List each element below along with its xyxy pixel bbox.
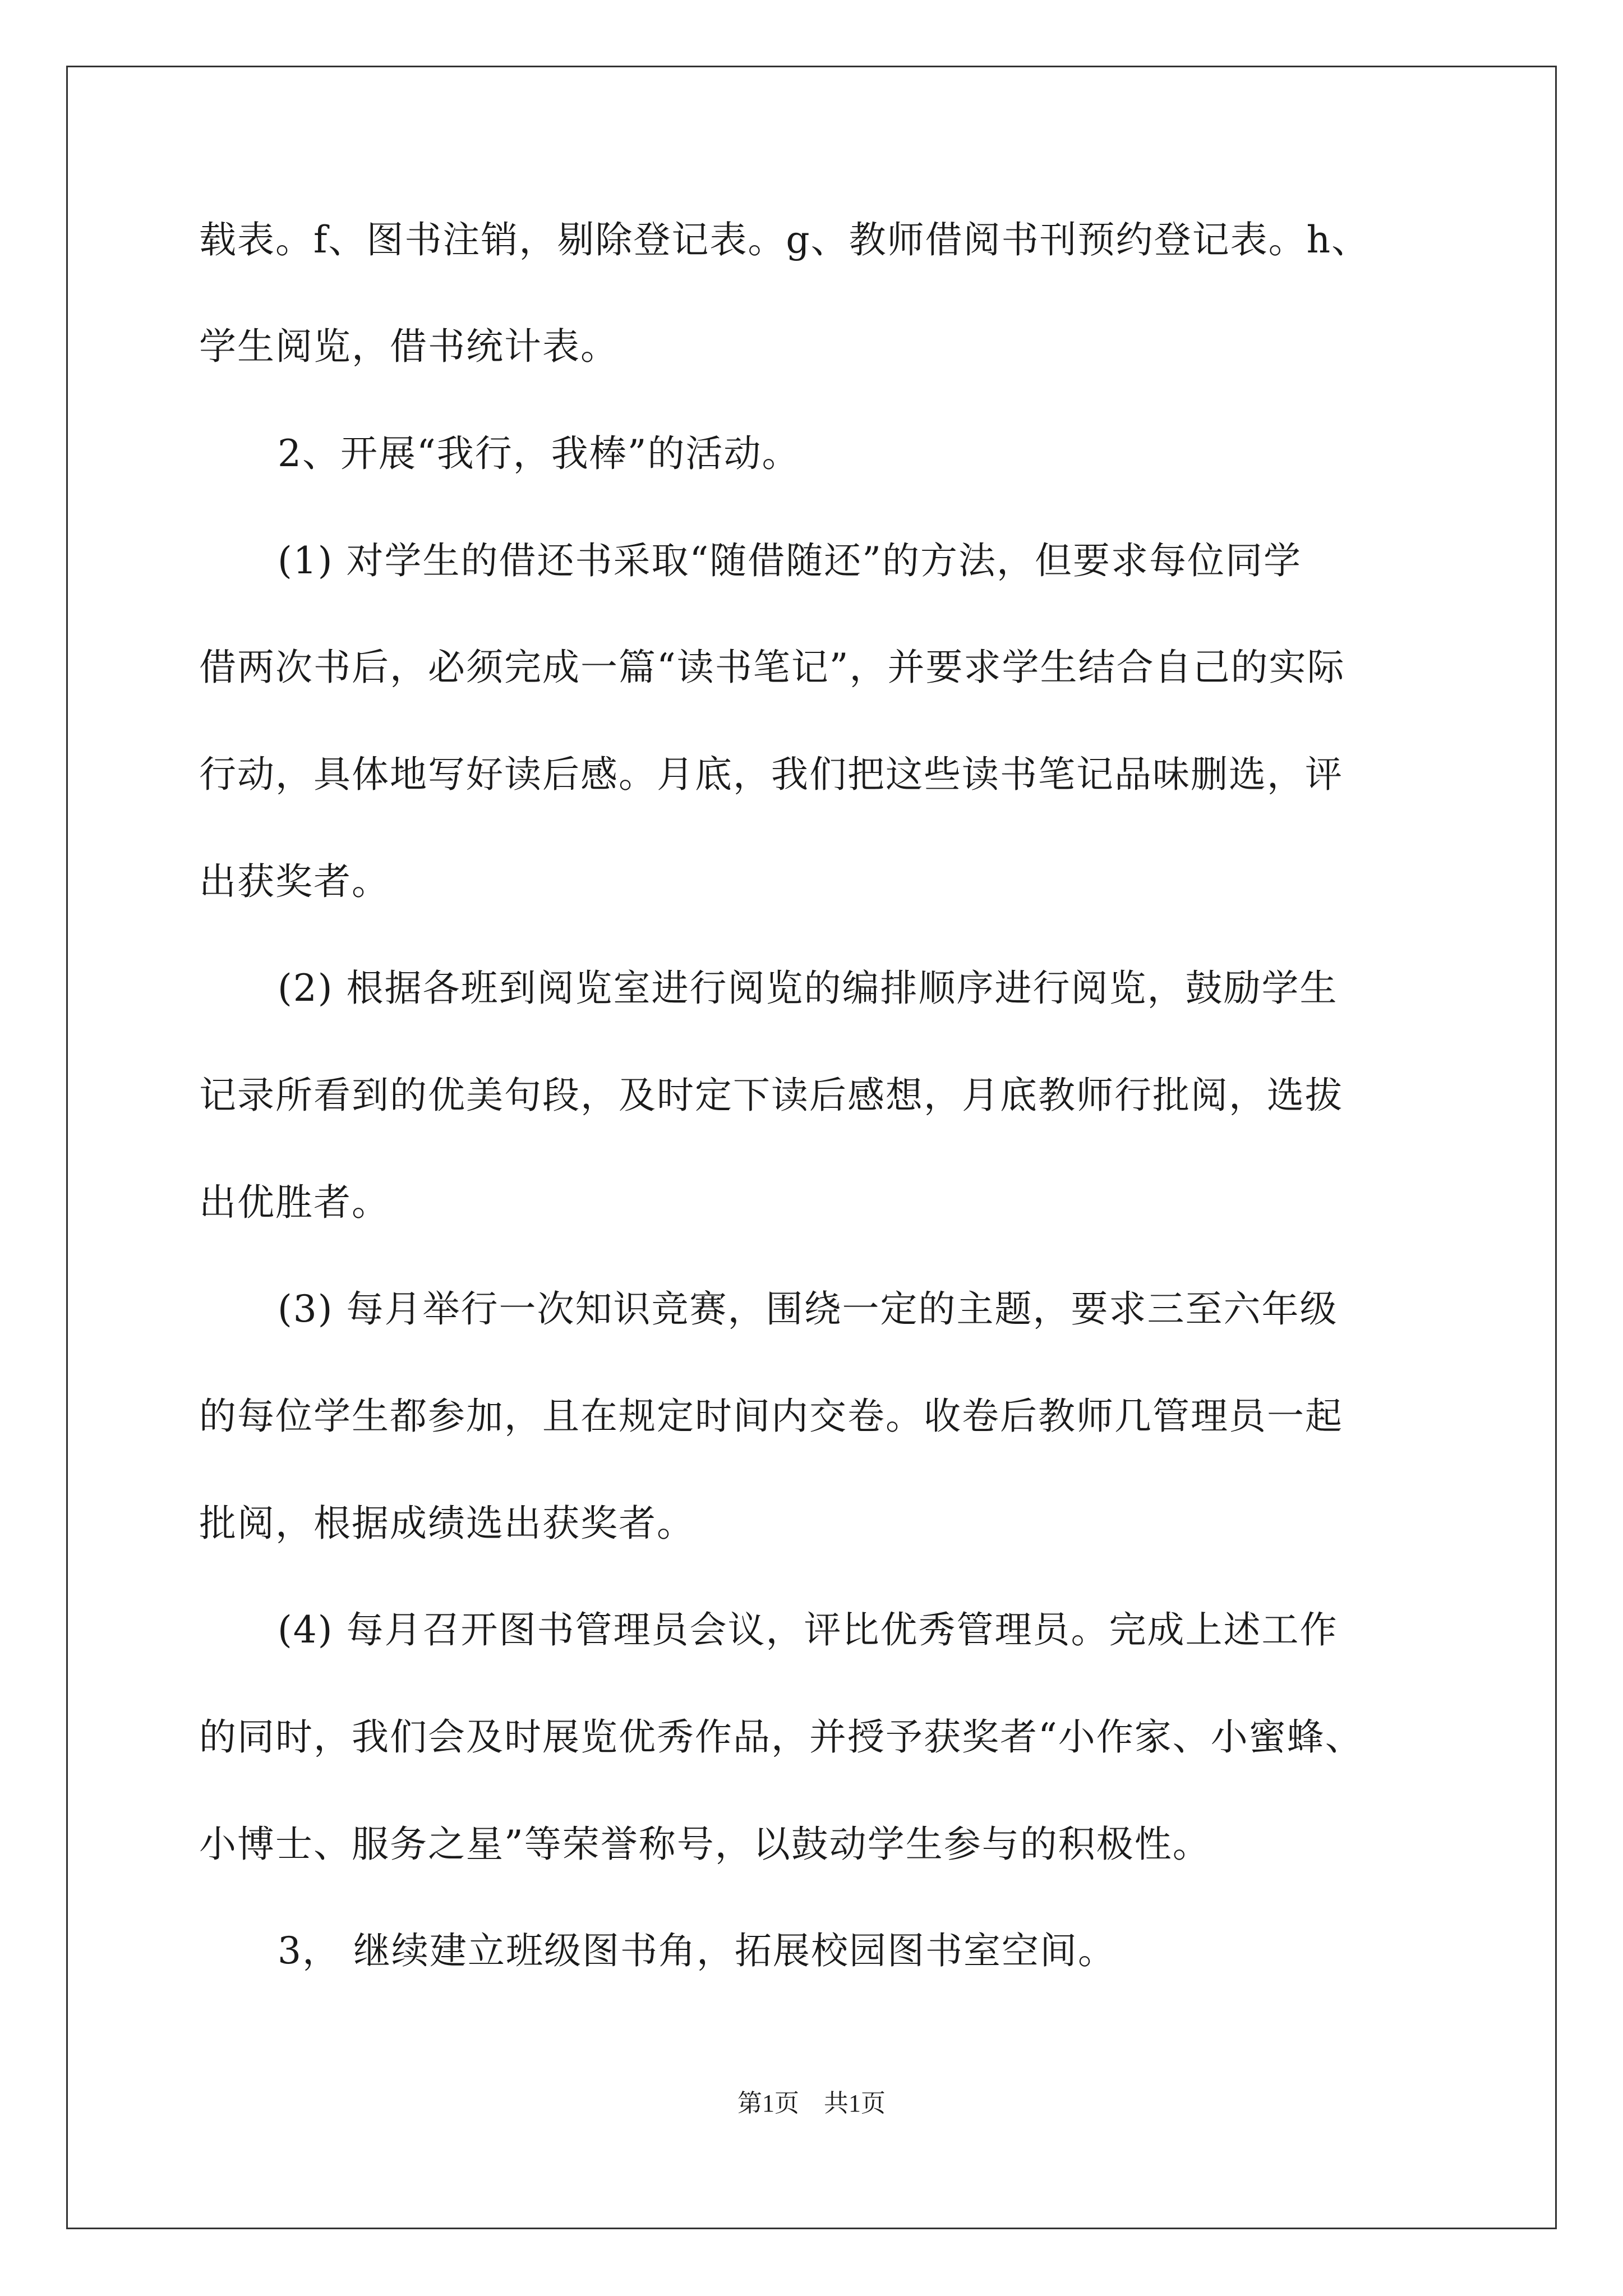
text-line: 行动，具体地写好读后感。月底，我们把这些读书笔记品味删选，评 xyxy=(199,753,1343,796)
text-line: 的同时，我们会及时展览优秀作品，并授予获奖者“小作家、小蜜蜂、 xyxy=(199,1715,1363,1759)
text-line: 记录所看到的优美句段，及时定下读后感想，月底教师行批阅，选拔 xyxy=(199,1074,1343,1117)
text-line: 的每位学生都参加，且在规定时间内交卷。收卷后教师几管理员一起 xyxy=(199,1395,1343,1438)
text-line: 学生阅览，借书统计表。 xyxy=(199,325,619,368)
list-item-start: (4) 每月召开图书管理员会议，评比优秀管理员。完成上述工作 xyxy=(278,1608,1338,1651)
page-number: 第1页 xyxy=(737,2090,799,2117)
list-item-start: (3) 每月举行一次知识竞赛，围绕一定的主题，要求三至六年级 xyxy=(278,1287,1338,1331)
text-line: 出获奖者。 xyxy=(199,860,390,903)
page-total: 共1页 xyxy=(824,2090,886,2117)
text-line: 载表。f、图书注销，剔除登记表。g、教师借阅书刊预约登记表。h、 xyxy=(199,218,1370,261)
section-heading: 3， 继续建立班级图书角，拓展校园图书室空间。 xyxy=(278,1929,1116,1972)
section-heading: 2、开展“我行，我棒”的活动。 xyxy=(278,432,800,475)
text-line: 批阅，根据成绩选出获奖者。 xyxy=(199,1502,695,1545)
list-item-start: (1) 对学生的借还书采取“随借随还”的方法，但要求每位同学 xyxy=(278,539,1302,582)
text-line: 出优胜者。 xyxy=(199,1181,390,1224)
page-border xyxy=(66,66,1557,2229)
page-footer xyxy=(0,2088,1623,2119)
text-line: 借两次书后，必须完成一篇“读书笔记”，并要求学生结合自己的实际 xyxy=(199,646,1345,689)
list-item-start: (2) 根据各班到阅览室进行阅览的编排顺序进行阅览，鼓励学生 xyxy=(278,967,1338,1010)
text-line: 小博士、服务之星”等荣誉称号，以鼓动学生参与的积极性。 xyxy=(199,1823,1211,1866)
